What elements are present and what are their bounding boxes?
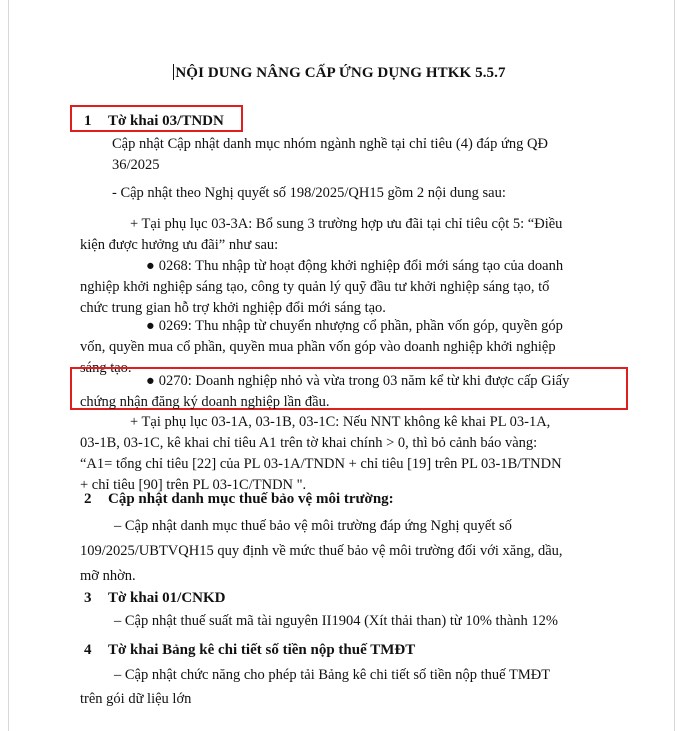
section-4-body: – Cập nhật chức năng cho phép tải Bảng kê chi tiết số tiền nộp thuế TMĐT trên gói dữ liệu lớn bbox=[80, 667, 551, 707]
document-title: NỘI DUNG NÂNG CẤP ỨNG DỤNG HTKK 5.5.7 bbox=[175, 65, 506, 81]
highlight-box-section-1 bbox=[70, 105, 243, 132]
appendix-03-3a: + Tại phụ lục 03-3A: Bổ sung 3 trường hợp ưu đãi tại chỉ tiêu cột 5: “Điều kiện được hưởng ưu đãi” như sau: bbox=[80, 216, 563, 253]
section-4-heading: 4 Tờ khai Bảng kê chi tiết số tiền nộp thuế TMĐT bbox=[84, 642, 416, 658]
section-1-heading: 1 Tờ khai 03/TNDN bbox=[84, 113, 224, 129]
bullet-0268: ● 0268: Thu nhập từ hoạt động khởi nghiệp đổi mới sáng tạo của doanh nghiệp khởi nghiệp sáng tạo, công ty quản lý quỹ đầu tư khởi nghiệp sáng tạo, tổ chức trung gian hỗ trợ khởi nghiệp đổi mới sáng tạo. bbox=[80, 258, 564, 316]
section-3-heading: 3 Tờ khai 01/CNKD bbox=[84, 590, 226, 606]
page-edge-right bbox=[674, 0, 675, 731]
bullet-dot-icon: ● bbox=[146, 258, 155, 274]
bullet-0270: ● 0270: Doanh nghiệp nhỏ và vừa trong 03 năm kể từ khi được cấp Giấy chứng nhận đăng ký doanh nghiệp lần đầu. bbox=[80, 373, 570, 410]
section-2-body: – Cập nhật danh mục thuế bảo vệ môi trường đáp ứng Nghị quyết số 109/2025/UBTVQH15 quy định về mức thuế bảo vệ môi trường đối với xăng, dầu, mỡ nhờn. bbox=[80, 518, 563, 584]
appendix-03-1: + Tại phụ lục 03-1A, 03-1B, 03-1C: Nếu NNT không kê khai PL 03-1A, 03-1B, 03-1C, kê khai chỉ tiêu A1 trên tờ khai chính > 0, thì bỏ cảnh báo vàng: “A1= tổng chỉ tiêu [22] của PL 03-1A/TNDN + chỉ tiêu [19] trên PL 03-1B/TNDN + chỉ tiêu [90] trên PL 03-1C/TNDN ". bbox=[80, 414, 562, 493]
bullet-0269: ● 0269: Thu nhập từ chuyển nhượng cổ phần, phần vốn góp, quyền góp vốn, quyền mua cổ phần, quyền mua phần vốn góp vào doanh nghiệp khởi nghiệp sáng tạo. bbox=[80, 318, 563, 376]
bullet-dot-icon: ● bbox=[146, 373, 155, 389]
section-1-paragraph-2: - Cập nhật theo Nghị quyết số 198/2025/QH15 gồm 2 nội dung sau: bbox=[112, 185, 506, 201]
section-3-body: – Cập nhật thuế suất mã tài nguyên II1904 (Xít thải than) từ 10% thành 12% bbox=[114, 613, 558, 629]
bullet-dot-icon: ● bbox=[146, 318, 155, 334]
page-edge-left bbox=[8, 0, 9, 731]
section-1-paragraph-1: Cập nhật Cập nhật danh mục nhóm ngành nghề tại chỉ tiêu (4) đáp ứng QĐ 36/2025 bbox=[112, 136, 548, 173]
section-2-heading: 2 Cập nhật danh mục thuế bảo vệ môi trường: bbox=[84, 491, 394, 507]
